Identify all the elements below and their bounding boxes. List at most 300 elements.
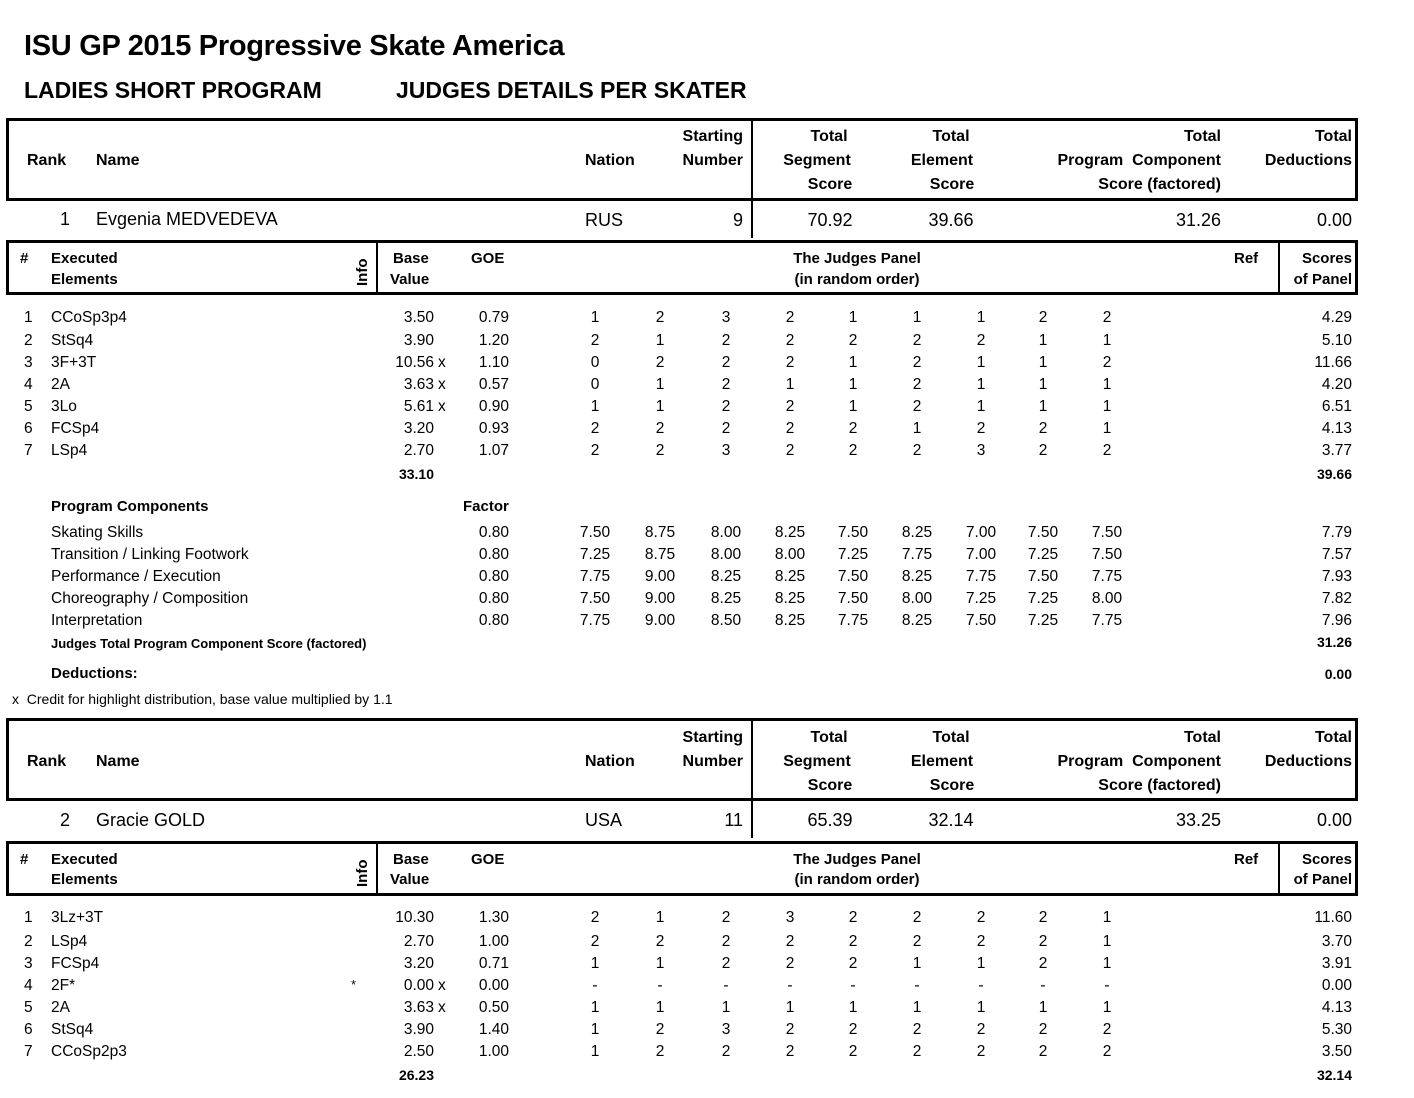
- judge-score: 1: [785, 999, 795, 1016]
- header-pcs-1: Total: [1183, 128, 1221, 145]
- element-row: [0, 354, 1414, 376]
- header-ded-1: Total: [1314, 729, 1352, 746]
- judge-score: 2: [721, 933, 731, 950]
- judge-score: 2: [785, 955, 795, 972]
- header-rank: Rank: [27, 753, 67, 770]
- goe-value: 0.79: [478, 309, 509, 326]
- elements-score-total: 32.14: [1316, 1067, 1352, 1083]
- header-ref: Ref: [1234, 851, 1259, 868]
- header-of-panel: of Panel: [1293, 271, 1352, 288]
- header-pcs-3: Score (factored): [1098, 777, 1221, 794]
- judge-score: 2: [655, 1043, 665, 1060]
- judge-score: 2: [1038, 909, 1048, 926]
- element-name: 3Lo: [51, 398, 77, 415]
- component-score: 7.96: [1321, 612, 1352, 629]
- header-tss-2: Segment: [783, 152, 851, 169]
- judge-mark: 7.75: [579, 568, 611, 585]
- header-ref: Ref: [1234, 250, 1259, 267]
- goe-value: 1.10: [478, 354, 509, 371]
- judge-score: 1: [1102, 955, 1112, 972]
- judge-score: 2: [1038, 442, 1048, 459]
- judge-mark: 9.00: [644, 612, 676, 629]
- base-value-total: 33.10: [398, 466, 434, 482]
- judge-score: 2: [912, 332, 922, 349]
- base-value: 3.90: [403, 332, 434, 349]
- judge-score: 2: [912, 376, 922, 393]
- judge-score: 2: [590, 332, 600, 349]
- element-row: [0, 398, 1414, 420]
- judge-score: 2: [1038, 955, 1048, 972]
- component-name: Skating Skills: [51, 524, 144, 541]
- divider: [376, 240, 378, 295]
- judge-score: 2: [721, 1043, 731, 1060]
- header-base: Base: [393, 851, 429, 868]
- header-tes-2: Element: [910, 753, 974, 770]
- starting-number: 11: [724, 810, 743, 830]
- judge-score: 1: [848, 398, 858, 415]
- total-pcs: 31.26: [1175, 210, 1221, 230]
- judge-mark: 7.50: [1091, 524, 1123, 541]
- judge-mark: 7.25: [965, 590, 997, 607]
- judge-score: 2: [1102, 354, 1112, 371]
- header-tss-1: Total: [810, 729, 848, 746]
- panel-score: 4.13: [1321, 420, 1352, 437]
- judge-score: 2: [848, 933, 858, 950]
- judge-score: 2: [848, 442, 858, 459]
- judge-mark: 8.00: [774, 546, 806, 563]
- judge-score: 2: [655, 354, 665, 371]
- element-number: 5: [24, 398, 33, 415]
- judge-score: -: [978, 977, 984, 994]
- panel-score: 11.60: [1314, 909, 1352, 926]
- judge-score: 1: [976, 398, 986, 415]
- element-row: [0, 420, 1414, 442]
- base-value: 2.70: [403, 442, 434, 459]
- highlight-x-marker: x: [438, 354, 446, 371]
- judge-score: -: [723, 977, 729, 994]
- pcs-total: 31.26: [1316, 634, 1352, 650]
- goe-value: 1.00: [478, 1043, 509, 1060]
- judge-mark: 8.25: [901, 568, 933, 585]
- judge-score: 1: [1038, 354, 1048, 371]
- judge-mark: 8.00: [901, 590, 933, 607]
- judge-mark: 7.50: [837, 568, 869, 585]
- base-value-total: 26.23: [398, 1067, 434, 1083]
- panel-score: 0.00: [1321, 977, 1352, 994]
- header-tes-3: Score: [929, 777, 975, 794]
- judge-score: 2: [848, 1021, 858, 1038]
- element-number: 7: [24, 442, 33, 459]
- judge-mark: 7.50: [1091, 546, 1123, 563]
- judge-mark: 8.25: [774, 524, 806, 541]
- judges-total-pcs-label: Judges Total Program Component Score (factored): [51, 636, 367, 651]
- element-name: StSq4: [51, 1021, 94, 1038]
- header-info: Info: [354, 258, 371, 286]
- judge-mark: 8.75: [644, 546, 676, 563]
- goe-value: 0.50: [478, 999, 509, 1016]
- judge-score: 3: [721, 309, 731, 326]
- judge-mark: 8.75: [644, 524, 676, 541]
- component-factor: 0.80: [478, 612, 509, 629]
- judge-score: 1: [1038, 398, 1048, 415]
- judge-score: 2: [655, 1021, 665, 1038]
- skater-rank: 2: [59, 810, 70, 830]
- judge-score: 1: [912, 999, 922, 1016]
- judge-mark: 7.75: [579, 612, 611, 629]
- panel-score: 4.29: [1321, 309, 1352, 326]
- judge-score: 2: [912, 354, 922, 371]
- judge-score: -: [1040, 977, 1046, 994]
- judge-score: 2: [655, 933, 665, 950]
- header-nation: Nation: [585, 152, 635, 169]
- judge-score: 1: [976, 376, 986, 393]
- judge-score: 2: [912, 398, 922, 415]
- judge-score: 2: [912, 442, 922, 459]
- judge-score: 2: [976, 909, 986, 926]
- header-tss-3: Score: [807, 176, 853, 193]
- deductions-value: 0.00: [1324, 666, 1352, 682]
- judge-score: 2: [785, 420, 795, 437]
- header-number: Number: [682, 152, 743, 169]
- judge-score: 1: [976, 955, 986, 972]
- judge-score: 1: [1102, 398, 1112, 415]
- judge-score: 1: [590, 398, 600, 415]
- judge-score: 1: [912, 420, 922, 437]
- judge-score: 2: [912, 1043, 922, 1060]
- element-number: 3: [24, 955, 33, 972]
- panel-score: 5.10: [1321, 332, 1352, 349]
- judge-score: 1: [590, 999, 600, 1016]
- panel-score: 4.20: [1321, 376, 1352, 393]
- judge-score: 2: [590, 933, 600, 950]
- component-factor: 0.80: [478, 590, 509, 607]
- header-executed: Executed: [51, 851, 118, 868]
- judge-mark: 7.75: [1091, 568, 1123, 585]
- report-title: JUDGES DETAILS PER SKATER: [396, 77, 747, 103]
- header-name: Name: [96, 152, 140, 169]
- judge-score: 2: [785, 398, 795, 415]
- judge-score: 2: [785, 354, 795, 371]
- judge-score: -: [914, 977, 920, 994]
- header-number: Number: [682, 753, 743, 770]
- judge-score: 2: [976, 933, 986, 950]
- deductions-label: Deductions:: [51, 665, 138, 682]
- header-ded-1: Total: [1314, 128, 1352, 145]
- judge-score: 1: [1038, 376, 1048, 393]
- starting-number: 9: [732, 210, 743, 230]
- judge-mark: 7.50: [837, 524, 869, 541]
- highlight-x-marker: x: [438, 376, 446, 393]
- judge-mark: 7.75: [965, 568, 997, 585]
- judge-mark: 7.25: [1027, 590, 1059, 607]
- judge-mark: 7.50: [579, 524, 611, 541]
- goe-value: 1.20: [478, 332, 509, 349]
- base-value: 0.00: [403, 977, 434, 994]
- skater-name[interactable]: Evgenia MEDVEDEVA: [96, 209, 278, 229]
- element-number: 6: [24, 420, 33, 437]
- judge-mark: 7.50: [837, 590, 869, 607]
- header-goe: GOE: [471, 250, 505, 267]
- judge-score: 2: [1102, 442, 1112, 459]
- component-factor: 0.80: [478, 546, 509, 563]
- header-tes-2: Element: [910, 152, 974, 169]
- judge-score: 1: [655, 376, 665, 393]
- judge-mark: 7.00: [965, 546, 997, 563]
- judge-mark: 8.00: [1091, 590, 1123, 607]
- goe-value: 1.00: [478, 933, 509, 950]
- panel-score: 5.30: [1321, 1021, 1352, 1038]
- component-row: [0, 590, 1414, 612]
- judge-mark: 7.25: [837, 546, 869, 563]
- element-name: 2A: [51, 376, 70, 393]
- component-name: Choreography / Composition: [51, 590, 249, 607]
- header-of-panel: of Panel: [1293, 871, 1352, 888]
- skater-nation: USA: [585, 810, 623, 830]
- divider: [751, 118, 753, 238]
- judge-score: 1: [655, 332, 665, 349]
- total-segment-score: 65.39: [807, 810, 853, 830]
- panel-score: 3.70: [1321, 933, 1352, 950]
- total-element-score: 32.14: [928, 810, 974, 830]
- element-name: 3F+3T: [51, 354, 97, 371]
- goe-value: 0.71: [478, 955, 509, 972]
- judge-score: 0: [590, 354, 600, 371]
- goe-value: 0.00: [478, 977, 509, 994]
- judge-mark: 7.25: [1027, 612, 1059, 629]
- judge-score: 2: [1102, 1021, 1112, 1038]
- judge-score: 2: [721, 398, 731, 415]
- base-value: 5.61: [403, 398, 434, 415]
- judge-score: 2: [1102, 309, 1112, 326]
- judge-score: 1: [655, 955, 665, 972]
- judge-score: 2: [590, 909, 600, 926]
- goe-value: 1.40: [478, 1021, 509, 1038]
- total-pcs: 33.25: [1175, 810, 1221, 830]
- divider: [1278, 240, 1280, 295]
- header-tes-3: Score: [929, 176, 975, 193]
- base-value: 2.50: [403, 1043, 434, 1060]
- header-base: Base: [393, 250, 429, 267]
- element-row: [0, 955, 1414, 977]
- panel-score: 3.91: [1321, 955, 1352, 972]
- judge-score: 1: [976, 999, 986, 1016]
- judge-score: 1: [912, 955, 922, 972]
- judge-score: 1: [1102, 332, 1112, 349]
- judge-mark: 7.00: [965, 524, 997, 541]
- judge-mark: 8.25: [774, 568, 806, 585]
- base-value: 3.20: [403, 420, 434, 437]
- judge-score: 0: [590, 376, 600, 393]
- base-value: 3.63: [403, 376, 434, 393]
- judge-score: -: [787, 977, 793, 994]
- judge-score: 2: [912, 933, 922, 950]
- judge-score: 2: [912, 1021, 922, 1038]
- element-number: 4: [24, 977, 33, 994]
- judge-score: 2: [721, 376, 731, 393]
- header-starting: Starting: [682, 729, 743, 746]
- component-name: Performance / Execution: [51, 568, 221, 585]
- element-row: [0, 376, 1414, 398]
- program-components-label: Program Components: [51, 498, 209, 515]
- judge-mark: 8.25: [774, 590, 806, 607]
- judge-mark: 8.00: [710, 524, 742, 541]
- panel-score: 4.13: [1321, 999, 1352, 1016]
- judge-score: 1: [976, 354, 986, 371]
- judge-mark: 8.25: [774, 612, 806, 629]
- total-segment-score: 70.92: [807, 210, 853, 230]
- judge-score: 1: [590, 309, 600, 326]
- goe-value: 1.07: [478, 442, 509, 459]
- component-score: 7.82: [1321, 590, 1352, 607]
- element-row: [0, 933, 1414, 955]
- header-name: Name: [96, 753, 140, 770]
- highlight-x-marker: x: [438, 999, 446, 1016]
- judge-score: 1: [1102, 420, 1112, 437]
- judge-mark: 7.75: [837, 612, 869, 629]
- judge-score: -: [592, 977, 598, 994]
- header-element-number: #: [20, 250, 29, 267]
- header-pcs-3: Score (factored): [1098, 176, 1221, 193]
- base-value: 3.20: [403, 955, 434, 972]
- judge-score: 1: [655, 398, 665, 415]
- judge-score: 2: [785, 309, 795, 326]
- header-info: Info: [354, 859, 371, 887]
- element-row: [0, 977, 1414, 999]
- component-row: [0, 524, 1414, 546]
- judge-score: 2: [976, 420, 986, 437]
- judge-score: 1: [1102, 999, 1112, 1016]
- judge-mark: 9.00: [644, 568, 676, 585]
- element-row: [0, 1043, 1414, 1065]
- judge-mark: 9.00: [644, 590, 676, 607]
- component-score: 7.57: [1321, 546, 1352, 563]
- panel-score: 11.66: [1314, 354, 1352, 371]
- judge-score: 2: [976, 1043, 986, 1060]
- footnote: x Credit for highlight distribution, base value multiplied by 1.1: [12, 691, 393, 707]
- page-title: ISU GP 2015 Progressive Skate America: [24, 30, 565, 62]
- element-row: [0, 1021, 1414, 1043]
- header-elements: Elements: [51, 271, 118, 288]
- judge-score: 2: [785, 1021, 795, 1038]
- judge-score: 2: [655, 309, 665, 326]
- judge-mark: 7.50: [965, 612, 997, 629]
- judge-score: 1: [1102, 909, 1112, 926]
- header-pcs-2: Program Component: [1057, 152, 1221, 169]
- judge-score: 2: [1102, 1043, 1112, 1060]
- panel-score: 6.51: [1321, 398, 1352, 415]
- header-tes-1: Total: [932, 128, 970, 145]
- judge-score: 2: [1038, 309, 1048, 326]
- header-random-order: (in random order): [794, 871, 920, 888]
- judge-score: -: [657, 977, 663, 994]
- element-number: 4: [24, 376, 33, 393]
- judge-score: 1: [848, 999, 858, 1016]
- header-scores: Scores: [1301, 250, 1352, 267]
- base-value: 3.50: [403, 309, 434, 326]
- judge-score: 2: [721, 332, 731, 349]
- judge-score: 2: [590, 442, 600, 459]
- judge-score: 2: [721, 420, 731, 437]
- divider: [1278, 841, 1280, 896]
- header-nation: Nation: [585, 753, 635, 770]
- component-row: [0, 612, 1414, 634]
- element-name: 3Lz+3T: [51, 909, 104, 926]
- header-judges-panel: The Judges Panel: [793, 250, 921, 267]
- header-goe: GOE: [471, 851, 505, 868]
- header-value: Value: [390, 871, 430, 888]
- header-tss-1: Total: [810, 128, 848, 145]
- elements-header-box: [6, 240, 1358, 295]
- element-number: 3: [24, 354, 33, 371]
- judge-score: 2: [655, 442, 665, 459]
- judge-score: 2: [1038, 1043, 1048, 1060]
- judge-score: 1: [655, 999, 665, 1016]
- base-value: 3.90: [403, 1021, 434, 1038]
- header-tss-2: Segment: [783, 753, 851, 770]
- element-number: 2: [24, 933, 33, 950]
- judge-mark: 7.75: [1091, 612, 1123, 629]
- element-row: [0, 442, 1414, 464]
- judge-score: -: [850, 977, 856, 994]
- base-value: 10.30: [395, 909, 434, 926]
- judge-score: 2: [655, 420, 665, 437]
- judge-score: 1: [1038, 999, 1048, 1016]
- judge-score: 2: [848, 909, 858, 926]
- judge-score: 1: [848, 376, 858, 393]
- component-row: [0, 546, 1414, 568]
- element-number: 2: [24, 332, 33, 349]
- element-name: 2F*: [51, 977, 76, 994]
- header-random-order: (in random order): [794, 271, 920, 288]
- judge-score: 1: [912, 309, 922, 326]
- skater-name[interactable]: Gracie GOLD: [96, 810, 206, 830]
- judge-mark: 7.50: [579, 590, 611, 607]
- element-name: FCSp4: [51, 420, 100, 437]
- judge-score: 1: [848, 309, 858, 326]
- goe-value: 0.93: [478, 420, 509, 437]
- judge-mark: 7.75: [901, 546, 933, 563]
- judge-score: 1: [655, 909, 665, 926]
- component-name: Interpretation: [51, 612, 143, 629]
- skater-nation: RUS: [585, 210, 624, 230]
- judge-score: 2: [912, 909, 922, 926]
- judge-score: 1: [590, 1043, 600, 1060]
- judge-mark: 8.25: [710, 590, 742, 607]
- judge-score: 2: [848, 1043, 858, 1060]
- judge-score: 2: [1038, 420, 1048, 437]
- judge-mark: 7.25: [1027, 546, 1059, 563]
- divider: [751, 718, 753, 838]
- judge-score: 2: [785, 933, 795, 950]
- element-name: 2A: [51, 999, 70, 1016]
- header-pcs-2: Program Component: [1057, 753, 1221, 770]
- judge-score: 1: [590, 955, 600, 972]
- judge-mark: 8.00: [710, 546, 742, 563]
- header-ded-2: Deductions: [1264, 753, 1352, 770]
- base-value: 3.63: [403, 999, 434, 1016]
- panel-score: 3.77: [1321, 442, 1352, 459]
- element-row: [0, 999, 1414, 1021]
- judge-score: 2: [590, 420, 600, 437]
- judge-mark: 8.50: [710, 612, 742, 629]
- element-name: CCoSp2p3: [51, 1043, 127, 1060]
- judge-score: 2: [976, 332, 986, 349]
- judge-score: 2: [785, 332, 795, 349]
- component-factor: 0.80: [478, 568, 509, 585]
- judge-score: 3: [785, 909, 795, 926]
- element-number: 1: [24, 309, 33, 326]
- goe-value: 1.30: [478, 909, 509, 926]
